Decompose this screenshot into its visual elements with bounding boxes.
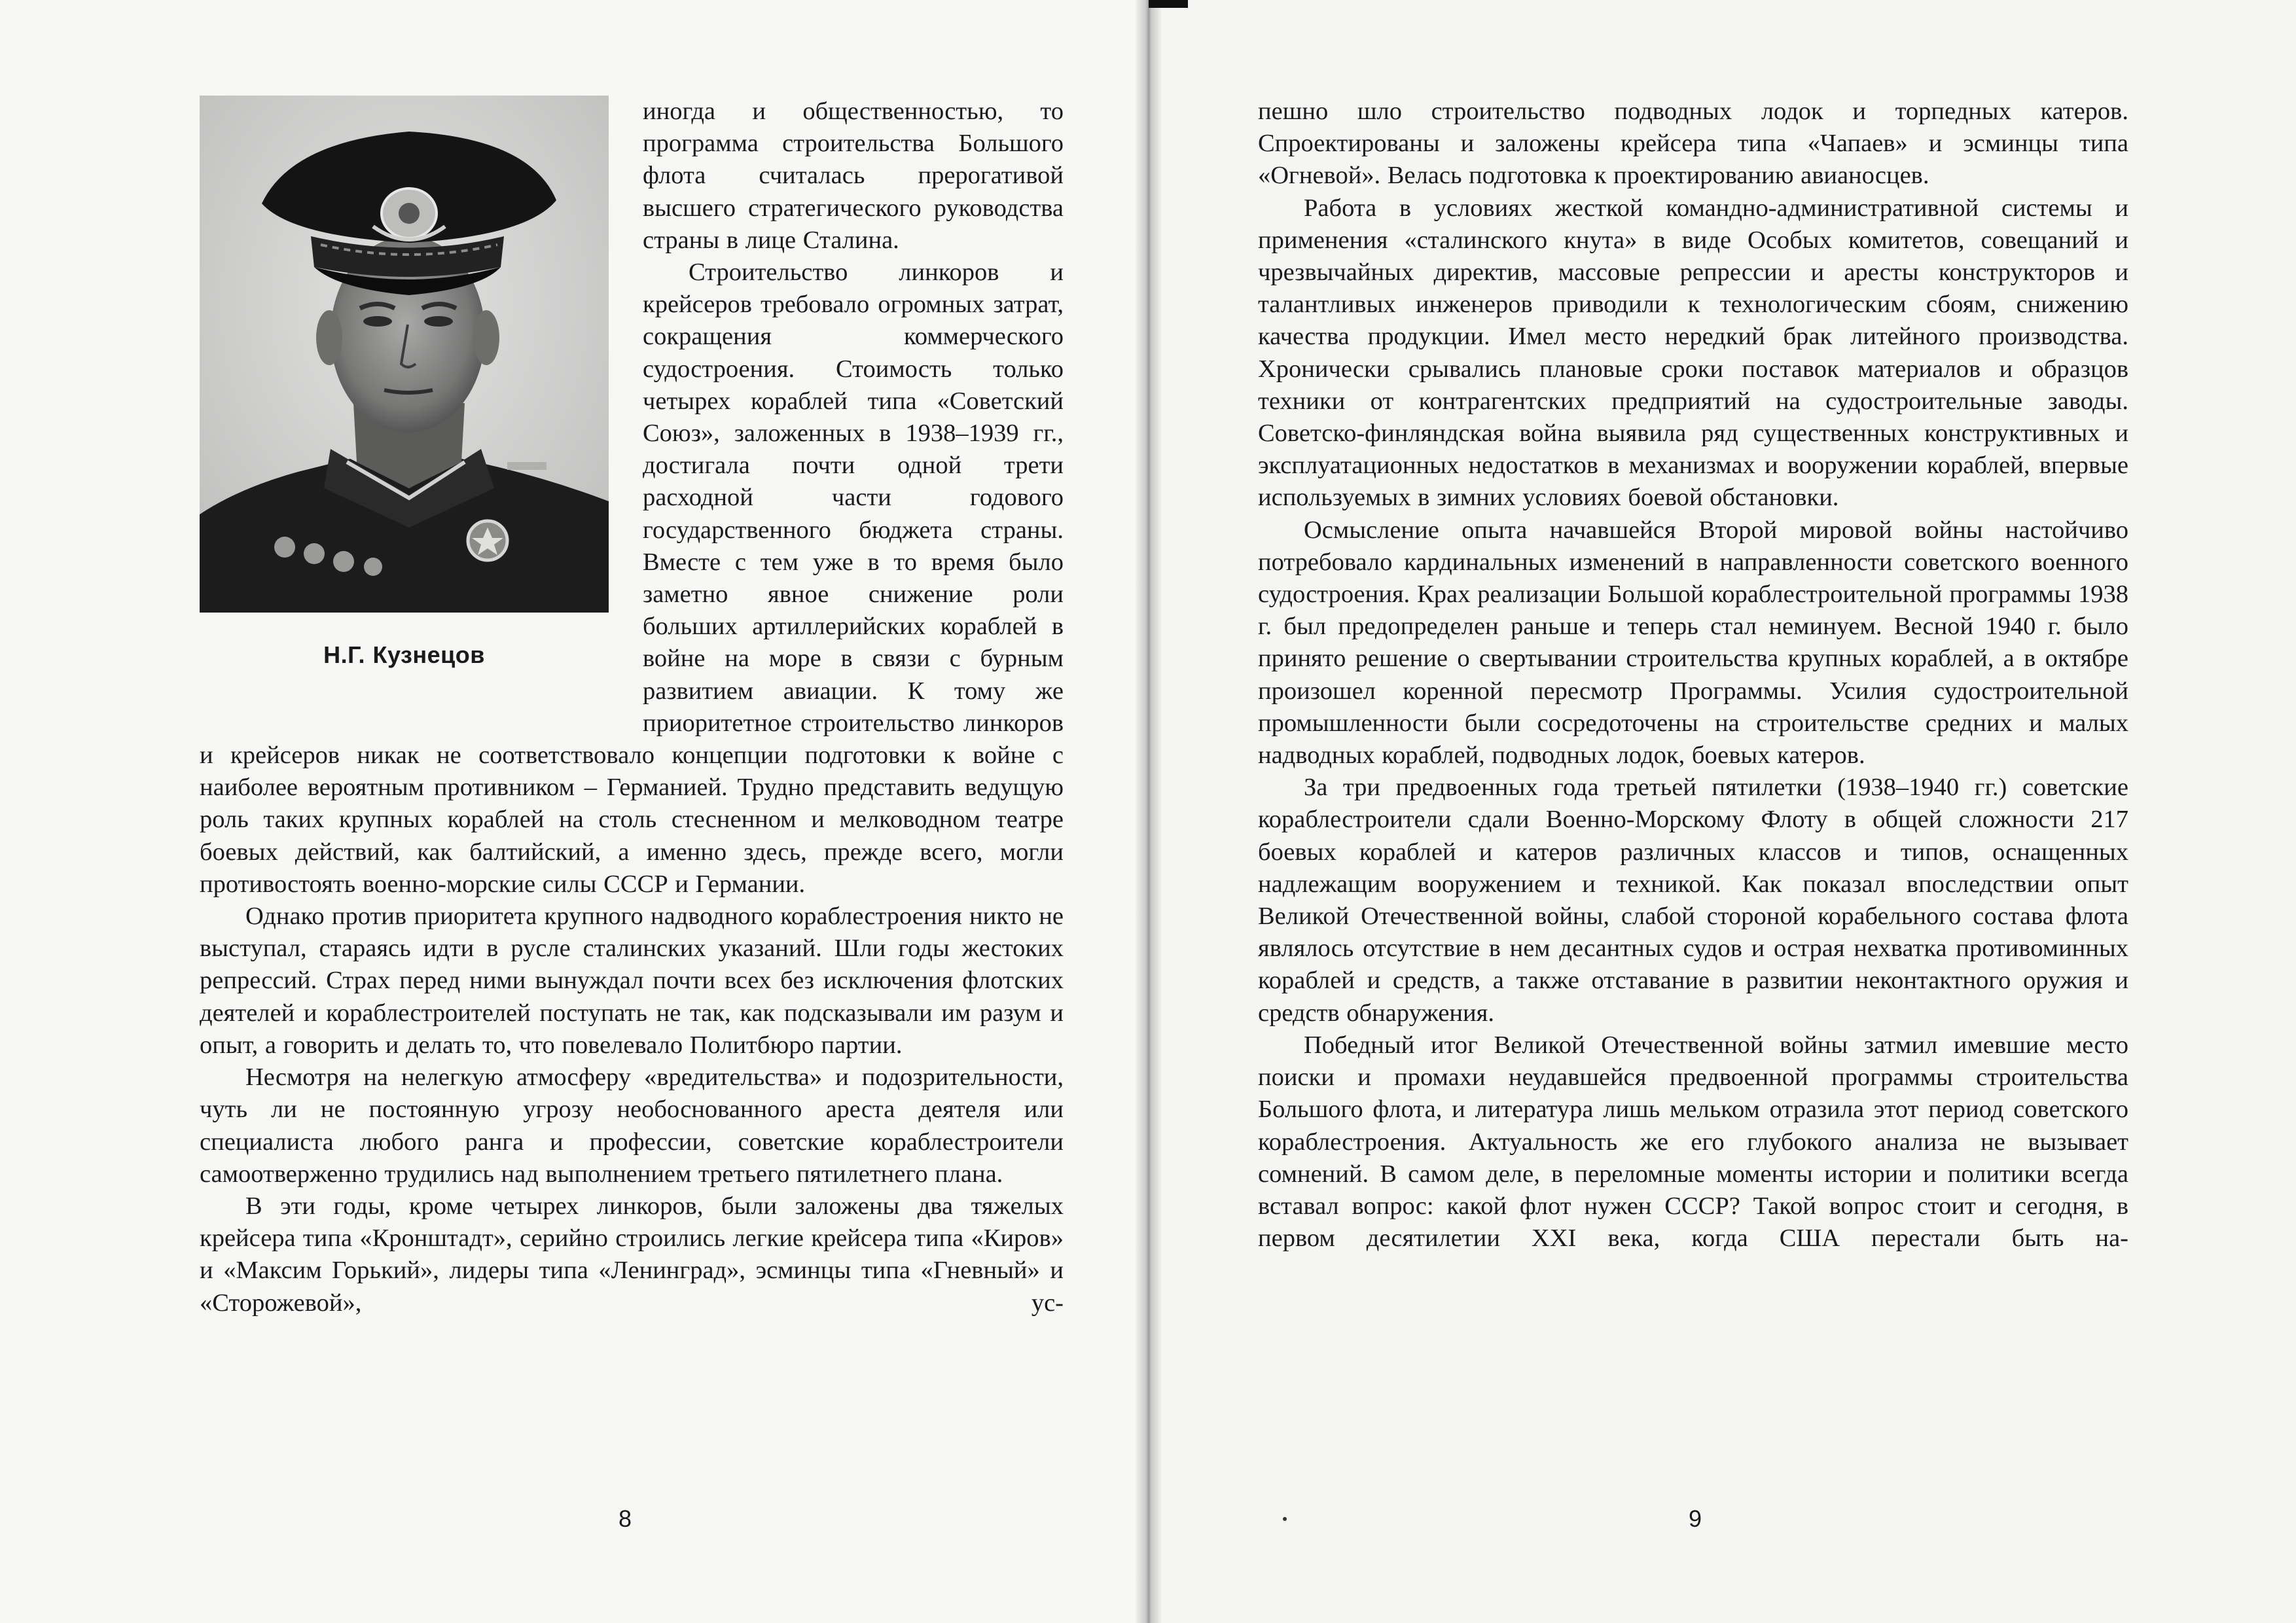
- book-spine: [1136, 0, 1162, 1623]
- portrait-figure: [200, 96, 609, 712]
- right-page-number: 9: [1689, 1505, 1702, 1532]
- right-paragraph-5: Победный итог Великой Отечественной войны затмил имевшие место поиски и промахи неудавшейся предвоенной программы строительства Большого флота, и литература лишь мельком отразила этот период советского кораблестроения. Актуальность же его глубокого анализа не вызывает сомнений. В самом деле, в переломные моменты истории и политики всегда вставал вопрос: какой флот нужен СССР? Такой вопрос стоит и сегодня, в первом десятилетии XXI века, когда США перестали быть на-: [1258, 1031, 2128, 1253]
- left-paragraph-1: иногда и общественностью, то программа строительства Большого флота считалась прерогативой высшего стратегического руководства страны в лице Сталина.: [643, 98, 1064, 254]
- left-paragraph-5: В эти годы, кроме четырех линкоров, были заложены два тяжелых крейсера типа «Кронштадт», серийно строились легкие крейсера типа «Киров» и «Максим Горький», лидеры типа «Ленинград», эсминцы типа «Гневный» и «Сторожевой», ус-: [200, 1192, 1064, 1317]
- left-page-text: [200, 96, 1064, 1319]
- portrait-photo: [200, 96, 609, 613]
- left-page-number: 8: [619, 1505, 632, 1532]
- right-page-text: [1258, 96, 2128, 1255]
- spine-shadow: [1149, 0, 1188, 8]
- left-paragraph-3: Однако против приоритета крупного надводного кораблестроения никто не выступал, стараясь идти в русле сталинских указаний. Шли годы жестоких репрессий. Страх перед ними вынуждал почти всех без исключения флотских деятелей и кораблестроителей поступать не так, как подсказывали им разум и опыт, а говорить и делать то, что повелевало Политбюро партии.: [200, 902, 1064, 1059]
- print-speck: [1283, 1517, 1287, 1521]
- right-paragraph-1: пешно шло строительство подводных лодок и торпедных катеров. Спроектированы и заложены крейсера типа «Чапаев» и эсминцы типа «Огневой». Велась подготовка к проектированию авианосцев.: [1258, 98, 2128, 190]
- right-paragraph-3: Осмысление опыта начавшейся Второй мировой войны настойчиво потребовало кардинальных изменений в направленности советского военного судостроения. Крах реализации Большой кораблестроительной программы 1938 г. был предопределен раньше и теперь стал неминуем. Весной 1940 г. было принято решение о свертывании строительства крупных кораблей, а в октябре произошел коренной пересмотр Программы. Усилия судостроительной промышленности были сосредоточены на строительстве средних и малых надводных кораблей, подводных лодок, боевых катеров.: [1258, 516, 2128, 770]
- left-paragraph-4: Несмотря на нелегкую атмосферу «вредительства» и подозрительности, чуть ли не постоянную угрозу необоснованного ареста деятеля или специалиста любого ранга и профессии, советские кораблестроители самоотверженно трудились над выполнением третьего пятилетнего плана.: [200, 1063, 1064, 1188]
- portrait-image: [200, 96, 609, 613]
- right-paragraph-2: Работа в условиях жесткой командно-административной системы и применения «сталинского кнута» в виде Особых комитетов, совещаний и чрезвычайных директив, массовые репрессии и аресты конструкторов и талантливых инженеров приводили к технологическим сбоям, снижению качества продукции. Имел место нередкий брак литейного производства. Хронически срывались плановые сроки поставок материалов и образцов техники от контрагентских предприятий на судостроительные заводы. Советско-финляндская война выявила ряд существенных конструктивных и эксплуатационных недостатков в механизмах и вооружении кораблей, впервые используемых в зимних условиях боевой обстановки.: [1258, 194, 2128, 512]
- portrait-caption: Н.Г. Кузнецов: [323, 641, 485, 668]
- left-paragraph-2: Строительство линкоров и крейсеров требовало огромных затрат, сокращения коммерческого судостроения. Стоимость только четырех кораблей типа «Советский Союз», заложенных в 1938–1939 гг., достигала почти одной трети расходной части годового государственного бюджета страны. Вместе с тем уже в то время было заметно явное снижение роли больших артиллерийских кораблей в войне на море в связи с бурным развитием авиации. К тому же приоритетное строительство линкоров и крейсеров никак не соответствовало концепции подготовки к войне с наиболее вероятным противником – Германией. Трудно представить ведущую роль таких крупных кораблей на столь стесненном и мелководном театре боевых действий, как балтийский, а именно здесь, прежде всего, могли противостоять военно-морские силы СССР и Германии.: [200, 259, 1064, 898]
- right-paragraph-4: За три предвоенных года третьей пятилетки (1938–1940 гг.) советские кораблестроители сдали Военно-Морскому Флоту в общей сложности 217 боевых кораблей и катеров различных классов и типов, оснащенных надлежащим вооружением и техникой. Как показал впоследствии опыт Великой Отечественной войны, слабой стороной корабельного состава флота являлось отсутствие в нем десантных судов и острая нехватка противоминных кораблей и средств, а также отставание в развитии неконтактного оружия и средств обнаружения.: [1258, 774, 2128, 1027]
